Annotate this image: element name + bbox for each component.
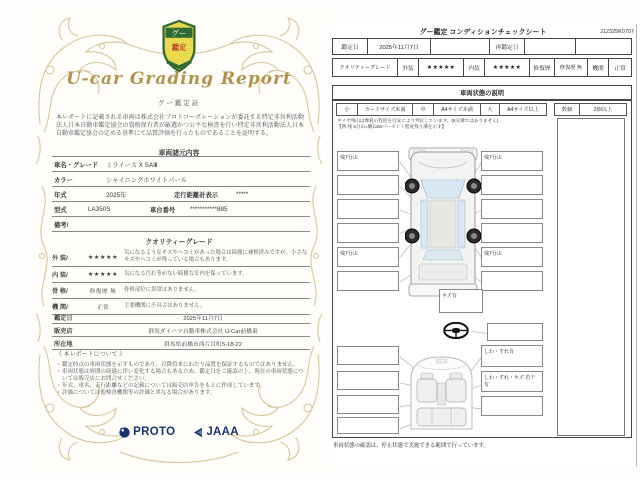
tire-note-line1: タイヤ残山は摩耗の程度を目安により判定しています。(5分溝ではありません) — [337, 118, 499, 123]
about-title: 《 本レポートについて 》 — [56, 352, 126, 358]
spec-vin-label: 車台番号 — [150, 206, 176, 214]
grade-engine-value: 正常 — [96, 304, 110, 311]
grade-row-label: クオリティーグレード — [333, 59, 398, 76]
spec-name-label: 車名・グレード — [54, 161, 99, 169]
legend-small-desc: カードサイズ未満 — [358, 104, 413, 115]
table-row — [52, 324, 310, 337]
table-row — [52, 187, 310, 202]
repair-history-value: 修復歴 無 — [555, 59, 588, 76]
spec-odo-value: ***** — [236, 190, 249, 198]
about-item: ・ 鑑定時点の車両状態を示すものであり、以降将来にわたり品質を保証するものではありません。 — [56, 362, 308, 369]
page-edge-line — [636, 24, 637, 466]
seat-wear-value: しわ・すれ有 — [484, 348, 515, 355]
callout-box — [337, 371, 399, 390]
repair-history-label: 修復歴 — [530, 59, 555, 76]
empty-cell — [525, 39, 576, 54]
grade-interior-label: 内 装/ — [52, 272, 68, 279]
interior-front-view-diagram — [405, 353, 478, 433]
legend-large-desc: A4サイズ以上 — [507, 107, 539, 113]
quality-grade-table — [52, 248, 310, 315]
appraisal-date-table — [332, 38, 632, 55]
proto-logo — [119, 426, 175, 438]
empty-cell — [431, 39, 490, 54]
dealer-value: 群馬ダイハツ自動車株式会社 U-Car前橋東 — [148, 328, 258, 335]
grade-exterior-desc: 気になるようなキズやヘコミがあった場合は綺麗に補修済みですが、小さなキズやヘコミが残っている場合もあります。 — [124, 250, 308, 263]
footer-logos — [32, 426, 326, 438]
jaaa-logo-text: JAAA — [206, 426, 239, 438]
jaaa-emblem-icon — [193, 427, 203, 438]
goo-appraisal-badge-icon — [159, 19, 199, 73]
legend-small-label: 小 — [337, 104, 358, 115]
tire-tread-value: 残7分山 — [340, 154, 358, 161]
legend-count-desc: 2個以上 — [593, 107, 613, 113]
condition-section-title: 車両状態の説明 — [332, 85, 632, 100]
tire-tread-value: 残7分山 — [484, 154, 502, 161]
spec-year-label: 年式 — [54, 191, 67, 199]
callout-box — [337, 223, 399, 243]
grade-exterior-stars: ★★★★★ — [87, 253, 119, 261]
callout-box-steering — [487, 323, 543, 341]
grade-interior-desc: 気になる汚れ等がない綺麗な室内を保っています。 — [124, 271, 248, 278]
about-item: ・ 年式、車名、走行距離などの記載については販売店申告をもとに作成しています。 — [56, 383, 308, 390]
grade-frame-label: 骨 格/ — [52, 288, 68, 295]
spec-name-value: ミライース X SAⅢ — [106, 161, 158, 169]
grade-exterior-label: 外 装/ — [52, 254, 68, 262]
spec-year-value: 2025年 — [106, 191, 127, 199]
vehicle-spec-table — [52, 156, 310, 232]
spec-note-label: 備考/ — [54, 221, 69, 229]
certificate-label: グー鑑定証 — [157, 100, 201, 107]
table-row — [52, 217, 310, 232]
table-row — [52, 157, 310, 172]
about-report-notes — [56, 352, 308, 398]
exterior-label: 外装 — [398, 59, 419, 76]
engine-label: 機関 — [588, 59, 609, 76]
callout-box — [337, 271, 399, 291]
table-row — [52, 248, 310, 267]
condition-check-sheet-page — [330, 24, 636, 466]
certificate-statement: 本レポートに記載される車両は株式会社プロトコーポレーションが委託する特定非営利活動法人日本自動車鑑定協会の資格保有者が厳選かつ公平な検査を行い特定非営利活動法人日本自動車鑑定協会の定める基準にて品質評価を行ったものであることを証明する。 — [56, 115, 304, 137]
proto-globe-icon — [119, 427, 130, 438]
callout-box-rear-left-tire — [337, 247, 399, 267]
inspection-scope-note: 車両状態の確認は、停止状態で実施できる範囲で行っています。 — [333, 443, 489, 449]
appraisal-date-label: 鑑定日 — [333, 39, 368, 54]
badge-top-text: グー — [171, 28, 187, 38]
callout-box-body-damage — [439, 289, 483, 313]
spec-color-value: シャイニングホワイトパール — [106, 176, 187, 184]
grade-section-title: クオリティーグレード — [145, 239, 213, 246]
callout-box-seat-wear-scratch — [481, 371, 543, 392]
about-item: ・ 評価については他検査機関等の評価と異なる場合があります。 — [56, 390, 308, 397]
reappraisal-date-label: 再鑑定日 — [490, 39, 525, 54]
remarks-box — [557, 118, 625, 436]
spec-section-title: 車両諸元内容 — [158, 150, 200, 157]
engine-value: 正常 — [614, 66, 626, 72]
dealer-label: 販売店 — [54, 327, 73, 335]
callout-box — [337, 346, 399, 365]
about-item: ・ 車両状態は時間の経過に伴い変化する場合もあるため、鑑定日をご確認の上、現在の車両状態については販売店にお問合せください。 — [56, 369, 308, 383]
table-row — [52, 283, 310, 299]
table-row — [52, 172, 310, 187]
spec-model-label: 型式 — [54, 206, 67, 214]
spec-color-label: カラー — [54, 176, 73, 184]
report-title: U-car Grading Report — [66, 69, 292, 89]
callout-box — [481, 199, 543, 219]
table-row — [52, 267, 310, 283]
legend-large-label: 大 — [481, 104, 500, 115]
callout-box — [337, 395, 399, 414]
damage-size-legend — [336, 103, 627, 116]
jaaa-logo — [193, 426, 239, 438]
tire-note-line2: 【例:残 5分山=概ね50パーセント程度残り溝を示す】 — [337, 124, 447, 129]
spec-model-value: LA350S — [88, 205, 111, 213]
grade-frame-value: 修復歴 無 — [89, 288, 117, 295]
legend-medium-desc: A4サイズ未満 — [434, 104, 481, 115]
tire-tread-value: 残7分山 — [340, 250, 358, 257]
interior-label: 内装 — [464, 59, 485, 76]
grade-engine-label: 機 関/ — [52, 304, 68, 311]
appraisal-date-label: 鑑定日 — [54, 314, 73, 322]
car-top-view-diagram — [405, 146, 481, 298]
seat-wear-scratch-value: しわ・すれ・キズ 若干有 — [484, 374, 536, 388]
callout-box — [337, 175, 399, 195]
grade-frame-desc: 骨格部位に異常はありません。 — [124, 287, 200, 294]
callout-box — [337, 199, 399, 219]
address-value: 群馬県前橋市西片貝町5-18-22 — [164, 341, 242, 348]
grade-interior-stars: ★★★★★ — [87, 271, 119, 278]
tire-tread-value: 残7分山 — [484, 250, 502, 257]
legend-count-label: 数個 — [555, 104, 580, 115]
callout-box-front-left-tire — [337, 151, 399, 171]
empty-cell — [576, 39, 631, 54]
callout-box — [337, 417, 399, 434]
steering-wheel-icon — [443, 322, 469, 339]
table-row — [52, 202, 310, 217]
grade-engine-desc: 主要機関に不具合はありません。 — [124, 303, 206, 310]
callout-box-front-right-tire — [481, 151, 543, 171]
appraisal-date-value: 2025年11月7日 — [368, 39, 431, 54]
callout-box — [481, 223, 543, 243]
callout-box — [481, 396, 543, 416]
appraisal-date-value: 2025年11月7日 — [183, 315, 223, 322]
callout-box — [481, 271, 543, 291]
quality-grade-summary-table — [332, 58, 632, 77]
grading-report-page — [32, 6, 326, 472]
exterior-stars: ★★★★★ — [419, 59, 464, 76]
spec-vin-value: ***********885 — [190, 205, 228, 213]
address-label: 所在地 — [54, 340, 73, 348]
proto-logo-text: PROTO — [133, 426, 176, 438]
callout-box-rear-right-tire — [481, 247, 543, 267]
interior-stars: ★★★★★ — [485, 59, 530, 76]
condition-diagram-panel — [332, 100, 632, 438]
badge-bottom-text: 鑑定 — [171, 42, 187, 52]
body-damage-value: キズ有 — [442, 292, 457, 299]
callout-box-seat-wear — [481, 345, 543, 367]
callout-box — [481, 175, 543, 195]
spec-odo-label: 走行距離計表示 — [174, 191, 219, 199]
sheet-title: グー鑑定 コンディションチェックシート — [419, 29, 547, 36]
table-row — [52, 311, 310, 324]
document-number: J12325K0707 — [600, 29, 634, 35]
legend-medium-label: 中 — [413, 104, 434, 115]
table-row — [52, 337, 310, 350]
dealer-info-table — [52, 311, 310, 350]
